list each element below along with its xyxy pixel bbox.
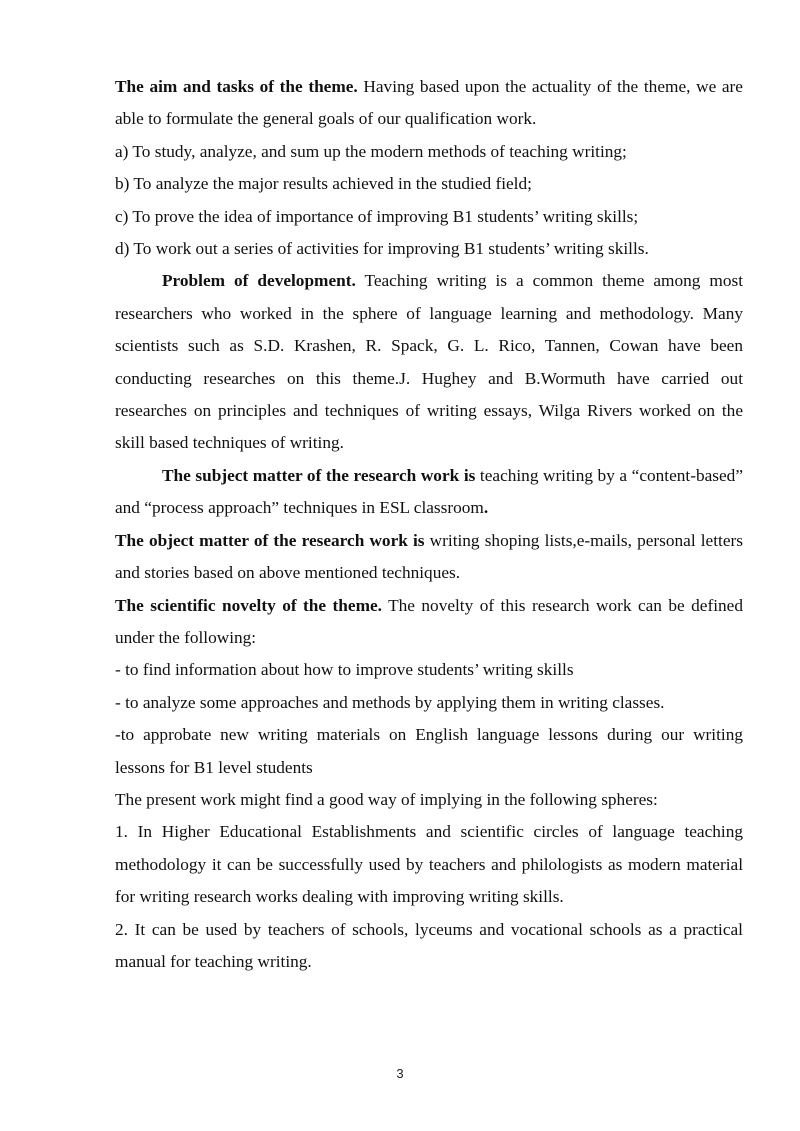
problem-heading: Problem of development. [162, 271, 356, 291]
novelty-text: The novelty of this research work can be defined under the following: [115, 595, 743, 647]
aim-item: d) To work out a series of activities for improving B1 students’ writing skills. [115, 239, 649, 259]
object-heading: The object matter of the research work is [115, 530, 425, 550]
novelty-paragraph [115, 590, 743, 655]
subject-paragraph [115, 460, 743, 525]
aim-text: Having based upon the actuality of the theme, we are able to formulate the general goals of our qualification work. [115, 77, 743, 129]
novelty-item: -to approbate new writing materials on English language lessons during our writing lessons for B1 level students [115, 725, 743, 777]
object-paragraph [115, 525, 743, 590]
page-number: 3 [396, 1066, 404, 1081]
document-page [115, 71, 743, 978]
aim-heading: The aim and tasks of the theme. [115, 77, 358, 96]
novelty-item: - to find information about how to improve students’ writing skills [115, 660, 574, 680]
problem-paragraph [115, 265, 743, 459]
aim-paragraph [115, 71, 743, 136]
spheres-item: 2. It can be used by teachers of schools, lyceums and vocational schools as a practical manual for teaching writing. [115, 919, 743, 971]
spheres-intro: The present work might find a good way of implying in the following spheres: [115, 789, 658, 809]
spheres-item: 1. In Higher Educational Establishments and scientific circles of language teaching methodology it can be successfully used by teachers and philologists as modern material for writing research works dealing with improving writing skills. [115, 822, 743, 907]
subject-end: . [483, 498, 489, 518]
aim-item: c) To prove the idea of importance of improving B1 students’ writing skills; [115, 206, 639, 226]
novelty-item: - to analyze some approaches and methods by applying them in writing classes. [115, 692, 665, 712]
novelty-heading: The scientific novelty of the theme. [115, 595, 382, 615]
problem-text: Teaching writing is a common theme among most researchers who worked in the sphere of language learning and methodology. Many scientists such as S.D. Krashen, R. Spack, G. L. Rico, Tannen, Cowan have been conducting researches on this theme.J. Hughey and B.Wormuth have carried out researches on principles and techniques of writing essays, Wilga Rivers worked on the skill based techniques of writing. [115, 271, 743, 453]
aim-item: a) To study, analyze, and sum up the modern methods of teaching writing; [115, 141, 627, 161]
object-text: writing shoping lists,e-mails, personal letters and stories based on above mentioned techniques. [115, 530, 743, 583]
subject-heading: The subject matter of the research work is [162, 465, 476, 485]
aim-item: b) To analyze the major results achieved in the studied field; [115, 174, 532, 194]
subject-text: teaching writing by a “content-based” and “process approach” techniques in ESL classroom [115, 465, 743, 518]
